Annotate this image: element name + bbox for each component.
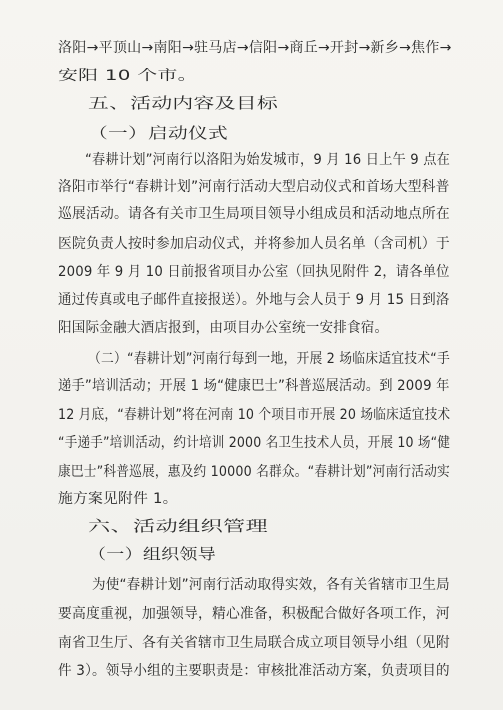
body-text-line: 洛阳市举行“春耕计划”河南行活动大型启动仪式和首场大型科普 — [58, 179, 450, 195]
body-text-line: 施方案见附件 1。 — [58, 491, 178, 507]
body-text-line: 12 月底，“春耕计划”将在河南 10 个项目市开展 20 场临床适宜技术 — [58, 407, 451, 423]
body-text-line: 件 3）。领导小组的主要职责是：审核批准活动方案，负责项目的 — [58, 663, 450, 679]
body-text-line: 通过传真或电子邮件直接报送）。外地与会人员于 9 月 15 日到洛 — [58, 292, 450, 308]
body-text-line: 巡展活动。请各有关市卫生局项目领导小组成员和活动地点所在 — [58, 206, 450, 222]
subsection-heading: （一）组织领导 — [88, 546, 216, 563]
body-text-line: “春耕计划”河南行以洛阳为始发城市，9 月 16 日上午 9 点在 — [85, 152, 451, 168]
body-text-line: 2009 年 9 月 10 日前报省项目办公室（回执见附件 2，请各单位 — [58, 264, 450, 280]
section-heading: 六、活动组织管理 — [88, 518, 268, 535]
section-heading: 五、活动内容及目标 — [88, 95, 278, 112]
body-text-line: 安阳 10 个市。 — [58, 68, 198, 84]
body-text-line: 为使“春耕计划”河南行活动取得实效，各有关省辖市卫生局 — [92, 577, 450, 593]
body-text-line: 阳国际金融大酒店报到，由项目办公室统一安排食宿。 — [58, 320, 389, 336]
body-text-line: 医院负责人按时参加启动仪式，并将参加人员名单（含司机）于 — [58, 236, 450, 252]
body-text-line: “手递手”培训活动，约计培训 2000 名卫生技术人员，开展 10 场“健 — [58, 435, 451, 451]
body-text-line: 要高度重视，加强领导，精心准备，积极配合做好各项工作，河 — [58, 606, 450, 622]
subsection-heading: （一）启动仪式 — [88, 125, 228, 142]
body-text-line: 递手”培训活动；开展 1 场“健康巴士”科普巡展活动。到 2009 年 — [58, 378, 450, 394]
body-text-line: 洛阳→平顶山→南阳→驻马店→信阳→商丘→开封→新乡→焦作→ — [58, 40, 452, 56]
body-text-line: 康巴士”科普巡展，惠及约 10000 名群众。“春耕计划”河南行活动实 — [58, 464, 450, 480]
body-text-line: （二）“春耕计划”河南行每到一地，开展 2 场临床适宜技术“手 — [88, 351, 450, 367]
body-text-line: 南省卫生厅、各有关省辖市卫生局联合成立项目领导小组（见附 — [58, 635, 450, 651]
